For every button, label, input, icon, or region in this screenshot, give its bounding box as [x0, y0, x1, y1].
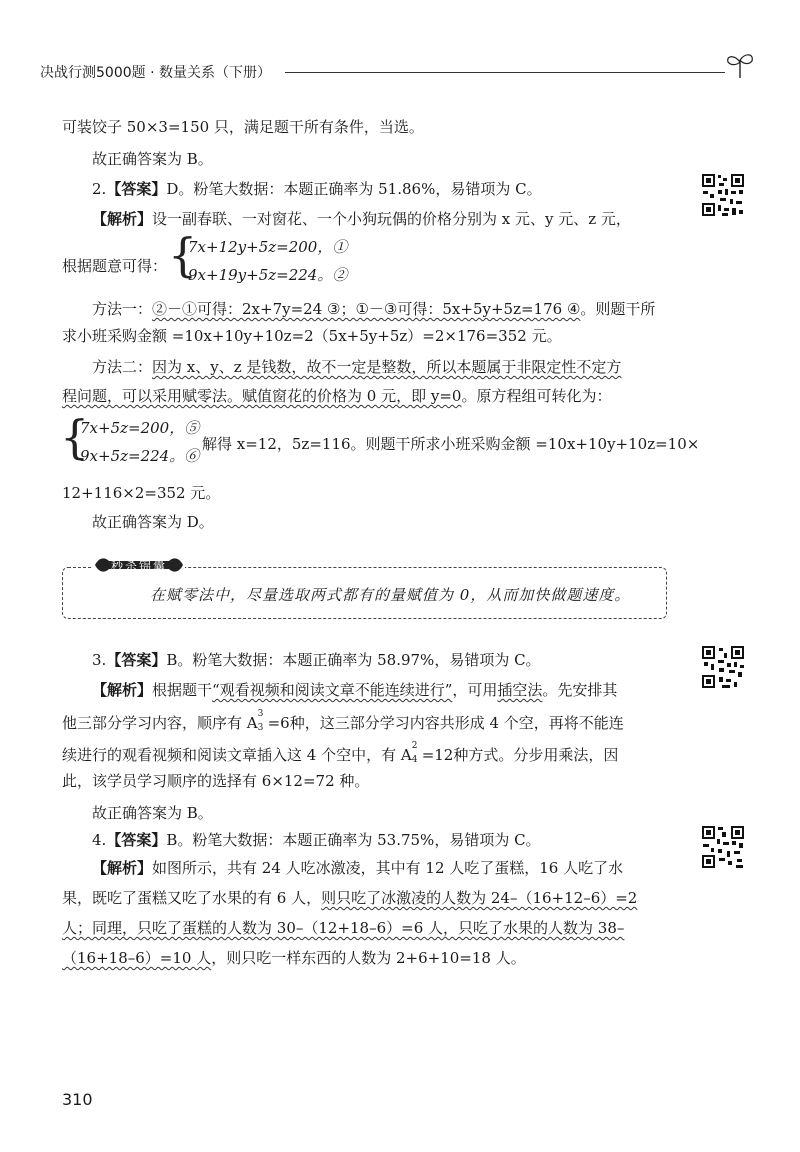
- q1-text: 可装饺子 50×3=150 只，满足题干所有条件，当选。: [62, 118, 424, 136]
- q1-answer: 故正确答案为 B。: [92, 150, 213, 168]
- q3-line2: [62, 709, 624, 733]
- q2-analysis-text: 设一副春联、一对窗花、一个小狗玩偶的价格分别为 x 元、y 元、z 元，: [152, 210, 631, 228]
- method1-label: 方法一：: [92, 300, 153, 318]
- q4-line3-calc: 人；同理，只吃了蛋糕的人数为 30–（12+18–6）=6 人，只吃了水果的人数为 38–: [62, 919, 625, 937]
- q4-line4: [62, 948, 526, 968]
- q2-number: 2.: [92, 180, 107, 198]
- method1-derivation: ②－①可得：2x+7y=24 ③；①－③可得：5x+5y+5z=176 ④: [152, 300, 581, 318]
- q3-analysis-mid: ，可用: [452, 681, 498, 699]
- header-rule: [285, 72, 725, 73]
- method2-label: 方法二：: [92, 358, 153, 376]
- q3-answer-tag: 【答案】: [106, 651, 167, 669]
- q2-analysis-tag: 【解析】: [92, 210, 153, 228]
- q2-answer-tag: 【答案】: [106, 180, 167, 198]
- q2-method2-line1: [92, 357, 621, 377]
- q3-answer: 故正确答案为 B。: [92, 804, 213, 822]
- qr-code-icon[interactable]: [700, 644, 746, 690]
- equation-brace-2: {: [60, 410, 90, 464]
- q3-line4: 此，该学员学习顺序的选择有 6×12=72 种。: [62, 772, 370, 790]
- method1-suffix: 。则题干所: [580, 300, 656, 318]
- q2-eq-result2: 12+116×2=352 元。: [62, 484, 221, 502]
- method2-reason: 因为 x、y、z 是钱数，故不一定是整数，所以本题属于非限定性不定方: [152, 358, 622, 376]
- q2-eq3: 7x+5z=200，⑤: [80, 419, 200, 437]
- permutation-A42: [411, 741, 422, 765]
- q3-line3-a: 续进行的观看视频和阅读文章插入这 4 个空中，有 A: [62, 746, 412, 764]
- q4-number: 4.: [92, 831, 107, 849]
- q3-analysis-end: 。先安排其: [542, 681, 618, 699]
- q3-line2-b: =6种，这三部分学习内容共形成 4 个空，再将不能连: [267, 714, 624, 732]
- q3-analysis-method: 插空法: [497, 681, 543, 699]
- tip-label-text: 秒杀锦囊: [111, 559, 168, 573]
- qr-code-icon[interactable]: [700, 824, 746, 870]
- perm-sub: 4: [411, 755, 418, 765]
- q2-analysis-line1: [92, 209, 631, 229]
- q3-answer-line: [92, 650, 541, 670]
- equation-brace: {: [168, 228, 198, 282]
- q2-eq1: 7x+12y+5z=200，①: [188, 238, 348, 256]
- perm-sup: 3: [257, 709, 264, 719]
- q3-analysis-line1: [92, 680, 617, 700]
- q4-answer-tag: 【答案】: [106, 831, 167, 849]
- q4-line2: [62, 888, 637, 908]
- q4-line4-calc: （16+18–6）=10 人: [62, 949, 212, 967]
- q2-method2-line2: [62, 386, 611, 406]
- q4-line2-a: 果，既吃了蛋糕又吃了水果的有 6 人，: [62, 889, 322, 907]
- permutation-A33: [257, 709, 268, 733]
- running-header: 决战行测5000题 · 数量关系（下册）: [40, 65, 271, 81]
- q2-eq2: 9x+19y+5z=224。②: [188, 266, 348, 284]
- q2-eq4: 9x+5z=224。⑥: [80, 447, 200, 465]
- q4-analysis-text: 如图所示，共有 24 人吃冰激凌，其中有 12 人吃了蛋糕，16 人吃了水: [152, 859, 624, 877]
- q2-method1-line2: 求小班采购金额 =10x+10y+10z=2（5x+5y+5z）=2×176=352 元。: [62, 327, 562, 345]
- q3-line3-b: =12种方式。分步用乘法，因: [421, 746, 619, 764]
- q3-number: 3.: [92, 651, 107, 669]
- sprout-icon: [722, 50, 758, 80]
- page-number: 310: [62, 1090, 93, 1109]
- tip-label-badge: [93, 555, 185, 575]
- q3-line3: [62, 741, 619, 765]
- q4-analysis-line1: [92, 858, 623, 878]
- q4-answer-line: [92, 830, 541, 850]
- perm-sup: 2: [411, 741, 418, 751]
- perm-sub: 3: [257, 723, 264, 733]
- tip-text: 在赋零法中，尽量选取两式都有的量赋值为 0，从而加快做题速度。: [150, 586, 631, 604]
- q3-analysis-tag: 【解析】: [92, 681, 153, 699]
- q2-eq-intro: 根据题意可得：: [62, 257, 168, 275]
- q2-method1: [92, 299, 655, 319]
- method2-assign: 程问题，可以采用赋零法。赋值窗花的价格为 0 元，即 y=0: [62, 387, 462, 405]
- q2-eq-result: 解得 x=12，5z=116。则题干所求小班采购金额 =10x+10y+10z=10×: [202, 435, 700, 453]
- q2-answer: 故正确答案为 D。: [92, 513, 214, 531]
- q4-line3: [62, 918, 624, 938]
- q4-analysis-tag: 【解析】: [92, 859, 153, 877]
- q4-answer-text: B。粉笔大数据：本题正确率为 53.75%，易错项为 C。: [166, 831, 541, 849]
- q2-answer-line: [92, 179, 542, 199]
- q3-analysis-quote: “观看视频和阅读文章不能连续进行”: [212, 681, 453, 699]
- q3-answer-text: B。粉笔大数据：本题正确率为 58.97%，易错项为 C。: [166, 651, 541, 669]
- q4-line4-end: ，则只吃一样东西的人数为 2+6+10=18 人。: [211, 949, 526, 967]
- q4-line2-calc: 则只吃了冰激凌的人数为 24–（16+12–6）=2: [321, 889, 638, 907]
- qr-code-icon[interactable]: [700, 172, 746, 218]
- method2-tail: 。原方程组可转化为：: [461, 387, 612, 405]
- q3-line2-a: 他三部分学习内容，顺序有 A: [62, 714, 258, 732]
- q3-analysis-pre: 根据题干: [152, 681, 213, 699]
- q2-answer-text: D。粉笔大数据：本题正确率为 51.86%，易错项为 C。: [166, 180, 542, 198]
